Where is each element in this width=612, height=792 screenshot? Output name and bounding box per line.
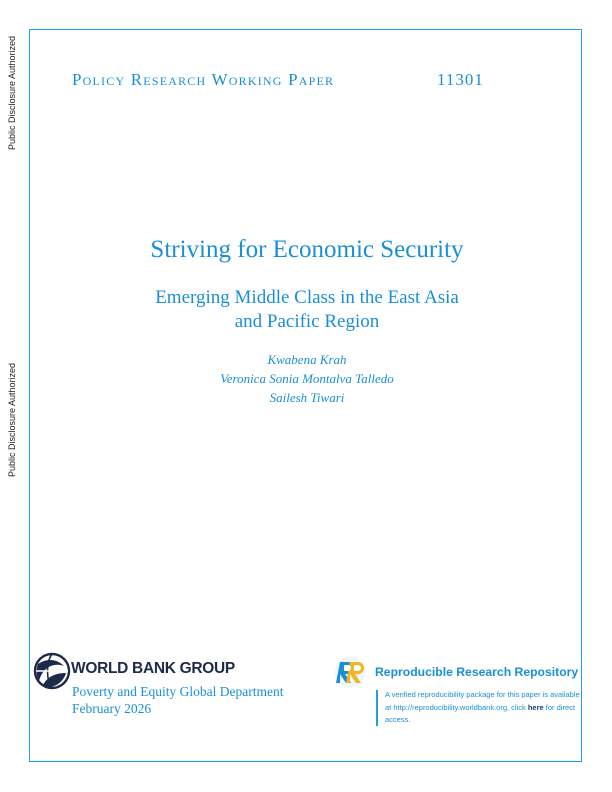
- world-bank-group-wordmark: WORLD BANK GROUP: [71, 660, 235, 677]
- repository-note: [385, 689, 580, 727]
- author-name: Kwabena Krah: [267, 352, 347, 367]
- subtitle-line-2: and Pacific Region: [234, 311, 380, 332]
- repository-note-text: A verified reproducibility package for this paper is available at http://reproducibility.worldbank.org, click: [385, 690, 580, 712]
- repository-note-end: for direct access.: [385, 702, 575, 724]
- disclosure-label-top: Public Disclosure Authorized: [7, 35, 17, 150]
- world-bank-globe-icon: [33, 652, 71, 690]
- department-name: Poverty and Equity Global Department: [72, 684, 284, 699]
- author-name: Sailesh Tiwari: [269, 390, 345, 405]
- repository-here-link[interactable]: here: [527, 702, 544, 712]
- repository-title: Reproducible Research Repository: [375, 665, 579, 679]
- author-list: [40, 350, 574, 407]
- publisher-info: [72, 683, 283, 717]
- author-name: Veronica Sonia Montalva Talledo: [220, 371, 394, 386]
- repository-divider: [376, 690, 378, 726]
- reproducible-research-logo-icon: [333, 655, 369, 689]
- publication-date: February 2026: [72, 701, 152, 716]
- disclosure-label-bottom: Public Disclosure Authorized: [7, 362, 17, 477]
- paper-subtitle: [40, 286, 574, 334]
- paper-title: Striving for Economic Security: [150, 236, 464, 263]
- subtitle-line-1: Emerging Middle Class in the East Asia: [155, 287, 459, 308]
- series-title: Policy Research Working Paper: [72, 70, 335, 89]
- paper-number: 11301: [437, 70, 484, 89]
